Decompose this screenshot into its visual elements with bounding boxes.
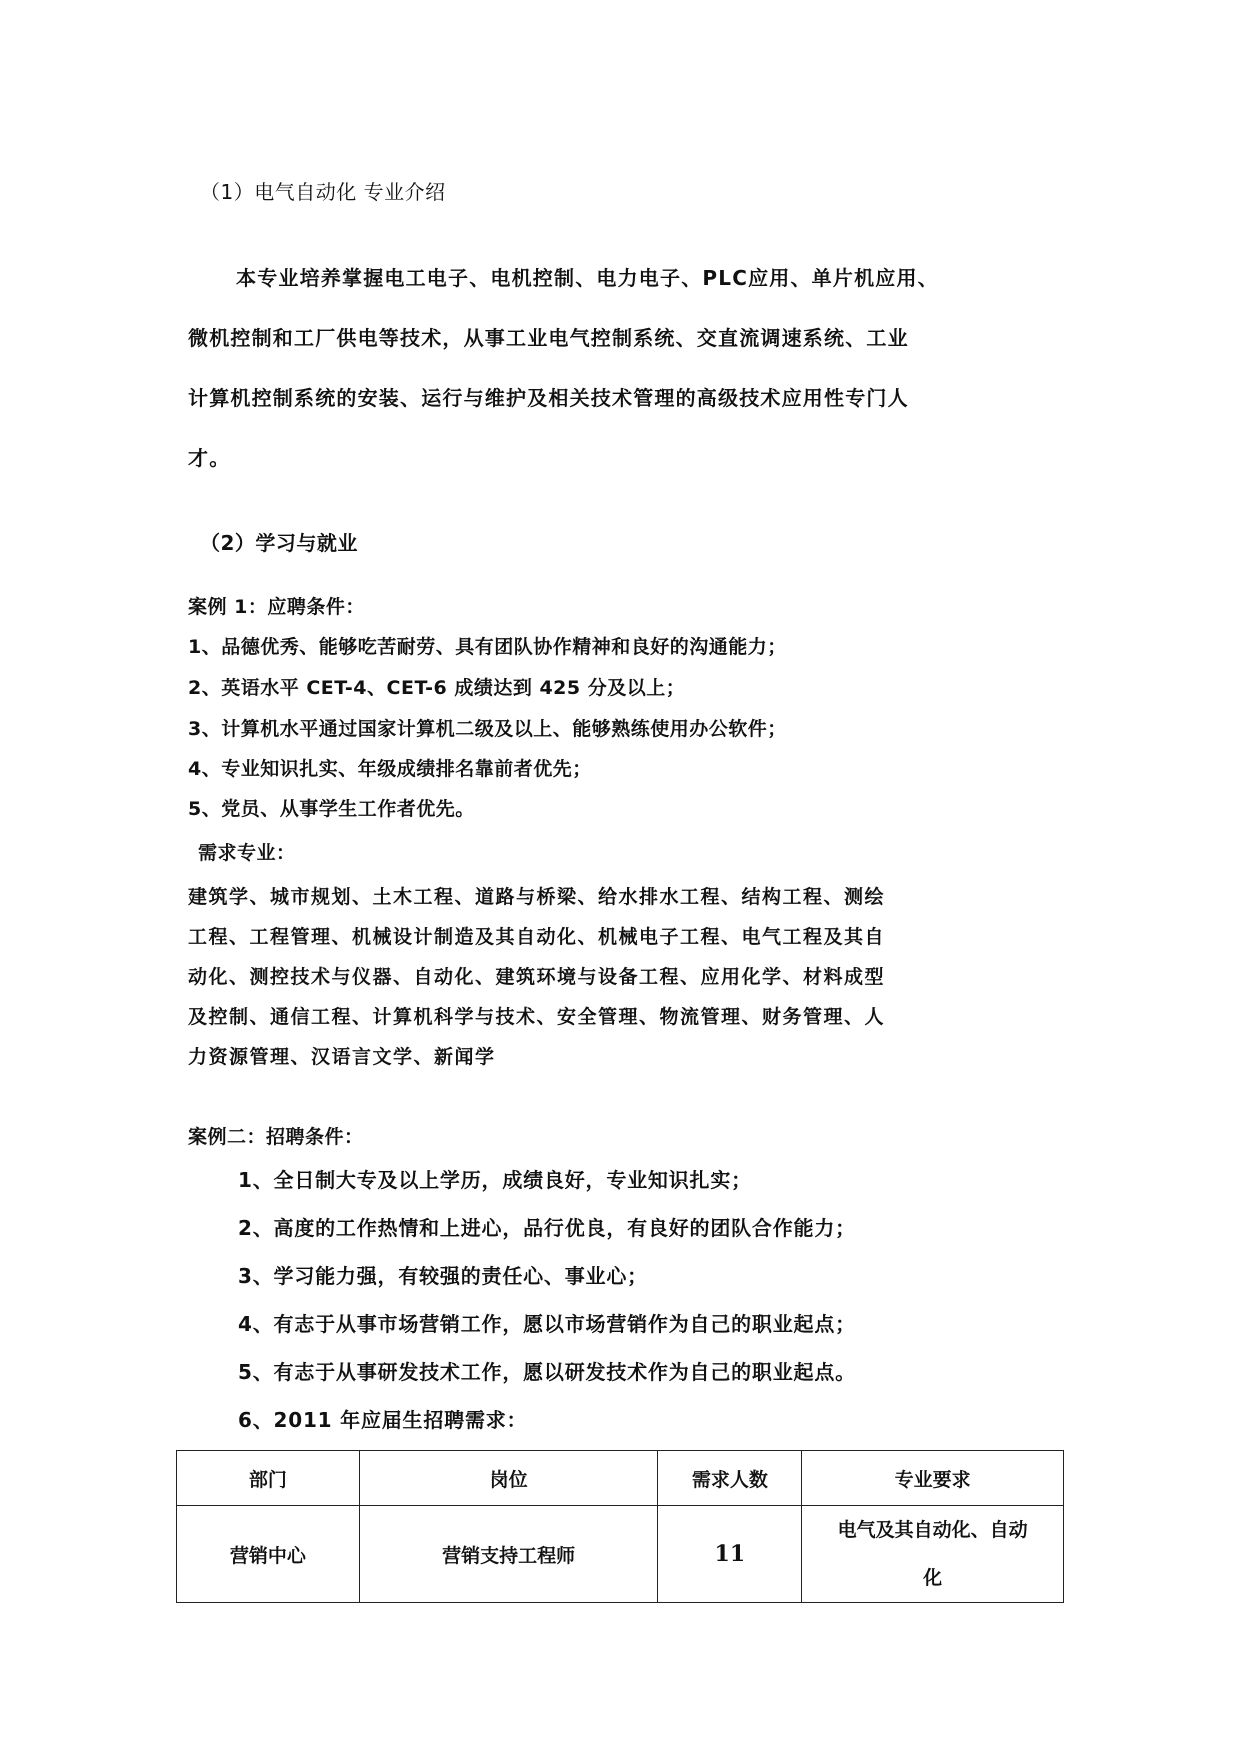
section1-paragraph-line: 本专业培养掌握电工电子、电机控制、电力电子、PLC应用、单片机应用、	[236, 266, 939, 290]
table-cell-dept: 营销中心	[177, 1506, 360, 1603]
case1-majors-line: 工程、工程管理、机械设计制造及其自动化、机械电子工程、电气工程及其自	[188, 926, 886, 948]
recruitment-table	[176, 1450, 1064, 1603]
case2-condition: 3、学习能力强，有较强的责任心、事业心；	[238, 1264, 648, 1288]
case2-title: 案例二：招聘条件：	[188, 1126, 364, 1148]
case1-majors-line: 力资源管理、汉语言文学、新闻学	[188, 1046, 496, 1068]
case2-condition: 6、2011 年应届生招聘需求：	[238, 1408, 528, 1432]
section1-heading: （1）电气自动化 专业介绍	[200, 180, 446, 204]
table-header-cell: 需求人数	[658, 1451, 802, 1506]
case2-condition: 1、全日制大专及以上学历，成绩良好，专业知识扎实；	[238, 1168, 752, 1192]
requirement-line: 化	[923, 1567, 943, 1589]
case1-majors-line: 及控制、通信工程、计算机科学与技术、安全管理、物流管理、财务管理、人	[188, 1006, 886, 1028]
table-row	[177, 1506, 1064, 1603]
table-header-cell: 岗位	[359, 1451, 658, 1506]
requirement-line: 电气及其自动化、自动	[837, 1519, 1028, 1541]
table-cell-count: 11	[658, 1506, 802, 1603]
section1-paragraph-line: 微机控制和工厂供电等技术，从事工业电气控制系统、交直流调速系统、工业	[188, 326, 909, 350]
table-header-row	[177, 1451, 1064, 1506]
table-header-cell: 专业要求	[802, 1451, 1064, 1506]
case2-condition: 5、有志于从事研发技术工作，愿以研发技术作为自己的职业起点。	[238, 1360, 856, 1384]
case1-majors-line: 动化、测控技术与仪器、自动化、建筑环境与设备工程、应用化学、材料成型	[188, 966, 886, 988]
case1-majors-line: 建筑学、城市规划、土木工程、道路与桥梁、给水排水工程、结构工程、测绘	[188, 886, 886, 908]
case1-condition: 5、党员、从事学生工作者优先。	[188, 798, 475, 820]
table-cell-requirement	[802, 1506, 1064, 1603]
section1-paragraph-line: 计算机控制系统的安装、运行与维护及相关技术管理的高级技术应用性专门人	[188, 386, 909, 410]
table-cell-position: 营销支持工程师	[359, 1506, 658, 1603]
case1-condition: 1、品德优秀、能够吃苦耐劳、具有团队协作精神和良好的沟通能力；	[188, 636, 787, 658]
case1-condition: 2、英语水平 CET-4、CET-6 成绩达到 425 分及以上；	[188, 677, 686, 699]
case1-condition: 4、专业知识扎实、年级成绩排名靠前者优先；	[188, 758, 592, 780]
case1-condition: 3、计算机水平通过国家计算机二级及以上、能够熟练使用办公软件；	[188, 718, 787, 740]
case1-title: 案例 1：应聘条件：	[188, 596, 365, 618]
case2-condition: 4、有志于从事市场营销工作，愿以市场营销作为自己的职业起点；	[238, 1312, 856, 1336]
table-header-cell: 部门	[177, 1451, 360, 1506]
case2-condition: 2、高度的工作热情和上进心，品行优良，有良好的团队合作能力；	[238, 1216, 856, 1240]
section2-heading: （2）学习与就业	[200, 531, 358, 555]
section1-paragraph-line: 才。	[188, 446, 231, 470]
case1-majors-title: 需求专业：	[198, 842, 296, 864]
